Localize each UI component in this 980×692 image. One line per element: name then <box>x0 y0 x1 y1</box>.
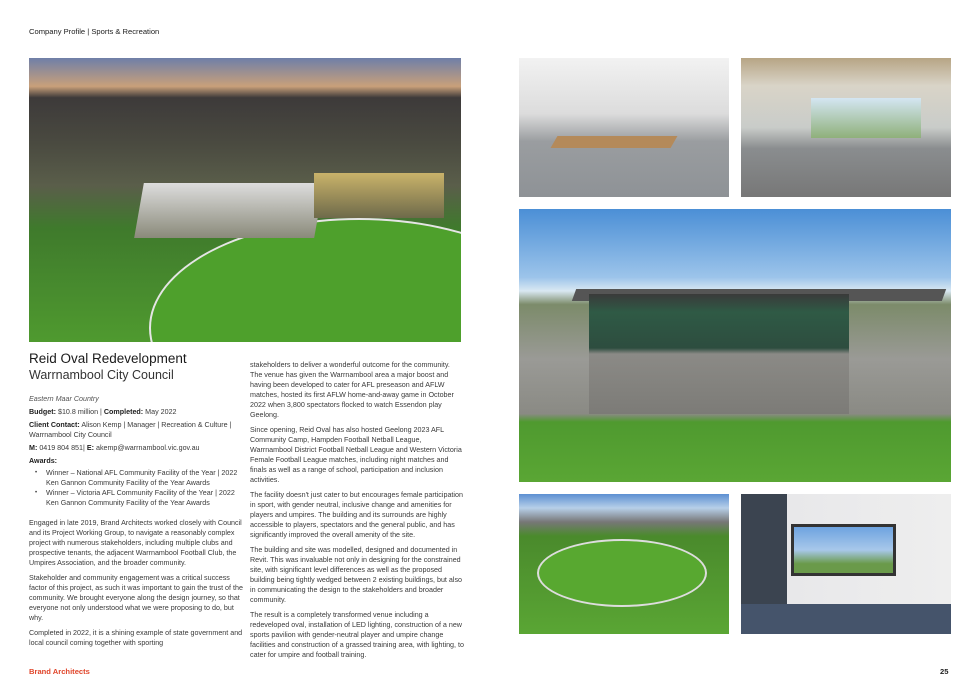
awards-heading: Awards: <box>29 457 58 465</box>
pavilion-photo <box>519 209 951 482</box>
budget-line: Budget: $10.8 million | Completed: May 2022 <box>29 408 177 416</box>
paragraph: The result is a completely transformed venue including a redeveloped oval, installation of LED lighting, construction of a new sports pavilion with gender-neutral player and umpire change facilities and construction of a grassed training area, with lighting, to cater for umpire and football training. <box>250 611 464 659</box>
paragraph: Engaged in late 2019, Brand Architects worked closely with Council and its Project Working Group, to navigate a reasonably complex project with numerous stakeholders, including multiple clubs and prospective tenants, the adjacent Warrnambool Football Club, the Umpires Association, and the broader community. <box>29 519 242 567</box>
project-client: Warrnambool City Council <box>29 368 174 382</box>
text-column-1 <box>29 350 243 653</box>
paragraph: stakeholders to deliver a wonderful outcome for the community. The venue has given the Warrnambool area a major boost and having been developed to cater for AFL preseason and AFLW matches, hosted its first AFLW home-and-away game in October 2022 when 3,800 spectators flocked to watch Essendon play Geelong. <box>250 361 454 419</box>
footer-brand: Brand Architects <box>29 667 90 676</box>
country: Eastern Maar Country <box>29 395 99 403</box>
page-header: Company Profile | Sports & Recreation <box>29 27 160 36</box>
award-item: • Winner – Victoria AFL Community Facility of the Year | 2022 Ken Gannon Community Facility of the Year Awards <box>29 488 243 508</box>
oval-aerial-photo <box>519 494 729 634</box>
paragraph: The building and site was modelled, designed and documented in Revit. This was invaluable not only in designing for the constrained site, with significant level differences as well as the proposed building being tightly wedged between 2 existing buildings, but also in communicating the design to the stakeholders and broader community. <box>250 546 462 604</box>
page-number: 25 <box>940 667 949 676</box>
contact-line: Client Contact: Alison Kemp | Manager | Recreation & Culture | Warrnambool City Council <box>29 421 232 439</box>
paragraph: The facility doesn't just cater to but encourages female participation in sport, with gender neutral, inclusive change and amenities for players and umpires. The building and its surrounds are highly accessible to players, spectators and the general public, and has significantly improved the overall amenity of the site. <box>250 491 463 539</box>
changeroom-photo <box>519 58 729 197</box>
email-link[interactable]: akemp@warrnambool.vic.gov.au <box>95 444 200 452</box>
text-column-2 <box>250 360 464 665</box>
award-item: • Winner – National AFL Community Facility of the Year | 2022 Ken Gannon Community Facility of the Year Awards <box>29 468 243 488</box>
awards-list <box>29 468 243 508</box>
paragraph: Completed in 2022, it is a shining example of state government and local council coming together with sporting <box>29 629 243 647</box>
project-title: Reid Oval Redevelopment <box>29 351 187 366</box>
function-room-photo <box>741 58 951 197</box>
umpire-room-photo <box>741 494 951 634</box>
aerial-photo-reid-oval <box>29 58 461 342</box>
phone-email-line: M: 0419 804 851| E: akemp@warrnambool.vic.gov.au <box>29 444 200 452</box>
paragraph: Since opening, Reid Oval has also hosted Geelong 2023 AFL Community Camp, Hampden Football Netball League, Warrnambool District Football Netball League and Western Victoria Female Football League matches, including night matches and finals as well as a range of school, participation and inclusion activities. <box>250 426 462 484</box>
paragraph: Stakeholder and community engagement was a critical success factor of this project, as such it was important to gain the trust of the community. We brought everyone along the design journey, so that everyone not only understood what we were proposing to do, but why. <box>29 574 243 622</box>
